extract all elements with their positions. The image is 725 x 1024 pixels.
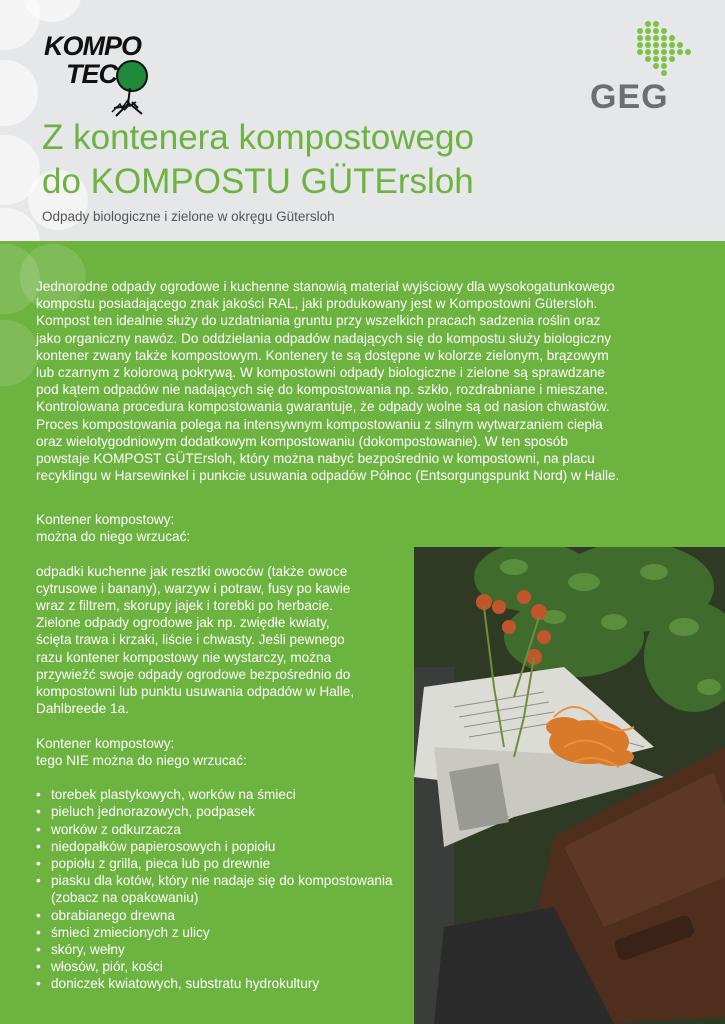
kompotec-logo-text-top: KOMPO bbox=[44, 31, 142, 61]
list-item: • piasku dla kotów, który nie nadaje się do kompostowania (zobacz na opakowaniu) bbox=[36, 872, 396, 906]
intro-line: pod kątem odpadów nie nadających się do kompostowania np. szkło, rozdrabniane i mieszane. bbox=[36, 382, 609, 398]
intro-line: kompostu posiadającego znak jakości RAL, jaki produkowany jest w Kompostowni Gütersloh. bbox=[36, 296, 598, 312]
allowed-paragraph bbox=[36, 563, 396, 718]
allowed-heading-line2: można do niego wrzucać: bbox=[36, 529, 191, 545]
allowed-line: razu kontener kompostowy nie wystarczy, można bbox=[36, 649, 332, 665]
allowed-line: cytrusowe i banany), warzyw i potraw, fusy po kawie bbox=[36, 580, 351, 596]
list-item: • śmieci zmiecionych z ulicy bbox=[36, 924, 396, 941]
intro-line: recyklingu w Harsewinkel i punkcie usuwania odpadów Północ (Entsorgungspunkt Nord) w Halle. bbox=[36, 468, 620, 484]
geg-logo-text: GEG bbox=[590, 78, 669, 116]
intro-line: jako organiczny nawóz. Do oddzielania odpadów nadających się do kompostu służy biologiczny bbox=[36, 330, 612, 346]
allowed-heading-line1: Kontener kompostowy: bbox=[36, 512, 175, 527]
decor-circle bbox=[0, 60, 38, 126]
allowed-line: ścięta trawa i krzaki, liście i chwasty. Jeśli pewnego bbox=[36, 632, 345, 648]
intro-line: Kompost ten idealnie służy do uzdatniania gruntu przy wszelkich pracach sadzenia roślin oraz bbox=[36, 313, 601, 329]
compost-bin-illustration bbox=[414, 547, 725, 1024]
intro-line: oraz wielotygodniowym dodatkowym kompostowaniu (dokompostowanie). W ten sposób bbox=[36, 433, 568, 449]
list-item: • włosów, piór, kości bbox=[36, 958, 396, 975]
page-title bbox=[42, 116, 642, 204]
page-subtitle: Odpady biologiczne i zielone w okręgu Gütersloh bbox=[42, 209, 335, 224]
allowed-line: kompostowni lub punktu usuwania odpadów w Halle, bbox=[36, 684, 355, 700]
tree-icon bbox=[102, 58, 162, 120]
forbidden-heading-line2: tego NIE można do niego wrzucać: bbox=[36, 752, 247, 768]
compost-bin-photo bbox=[414, 547, 725, 1024]
geg-logo bbox=[590, 20, 700, 115]
page-title-line1: Z kontenera kompostowego bbox=[42, 118, 474, 157]
list-item: • pieluch jednorazowych, podpasek bbox=[36, 803, 396, 820]
forbidden-heading-line1: Kontener kompostowy: bbox=[36, 735, 175, 751]
left-column bbox=[36, 511, 396, 993]
list-item: • doniczek kwiatowych, substratu hydrokultury bbox=[36, 975, 396, 992]
allowed-heading bbox=[36, 511, 396, 545]
decor-circle bbox=[0, 320, 38, 386]
intro-line: Kontrolowana procedura kompostowania gwarantuje, że odpady wolne są od nasion chwastów. bbox=[36, 399, 610, 415]
geg-dots-icon bbox=[630, 20, 692, 80]
allowed-line: Dahlbreede 1a. bbox=[36, 701, 129, 717]
allowed-line: Zielone odpady ogrodowe jak np. zwiędłe kwiaty, bbox=[36, 615, 330, 631]
kompotec-logo-text-bottom: TEC bbox=[66, 59, 117, 89]
list-item: • niedopałków papierosowych i popiołu bbox=[36, 838, 396, 855]
kompotec-logo bbox=[44, 30, 164, 120]
intro-line: Proces kompostowania polega na intensywnym kompostowaniu z silnym wytwarzaniem ciepła bbox=[36, 416, 603, 432]
forbidden-list bbox=[36, 786, 396, 992]
header-band bbox=[0, 0, 725, 241]
intro-line: kontener zwany także kompostowym. Kontenery te są dostępne w kolorze zielonym, brązowym bbox=[36, 347, 609, 363]
intro-line: Jednorodne odpady ogrodowe i kuchenne stanowią materiał wyjściowy dla wysokogatunkowego bbox=[36, 279, 615, 294]
allowed-line: przywieźć swoje odpady ogrodowe bezpośrednio do bbox=[36, 666, 351, 682]
list-item: • obrabianego drewna bbox=[36, 907, 396, 924]
forbidden-heading bbox=[36, 735, 396, 769]
intro-line: powstaje KOMPOST GÜTErsloh, który można nabyć bezpośrednio w kompostowni, na placu bbox=[36, 451, 595, 467]
list-item: • worków z odkurzacza bbox=[36, 821, 396, 838]
allowed-line: odpadki kuchenne jak resztki owoców (także owoce bbox=[36, 563, 348, 579]
intro-line: lub czarnym z kolorową pokrywą. W kompostowni odpady biologiczne i zielone są sprawdzane bbox=[36, 365, 605, 381]
intro-paragraph bbox=[36, 278, 696, 484]
list-item: • popiołu z grilla, pieca lub po drewnie bbox=[36, 855, 396, 872]
page-title-line2: do KOMPOSTU GÜTErsloh bbox=[42, 162, 474, 201]
list-item: • torebek plastykowych, worków na śmieci bbox=[36, 786, 396, 803]
allowed-line: wraz z filtrem, skorupy jajek i torebki po herbacie. bbox=[36, 598, 333, 613]
list-item: • skóry, wełny bbox=[36, 941, 396, 958]
